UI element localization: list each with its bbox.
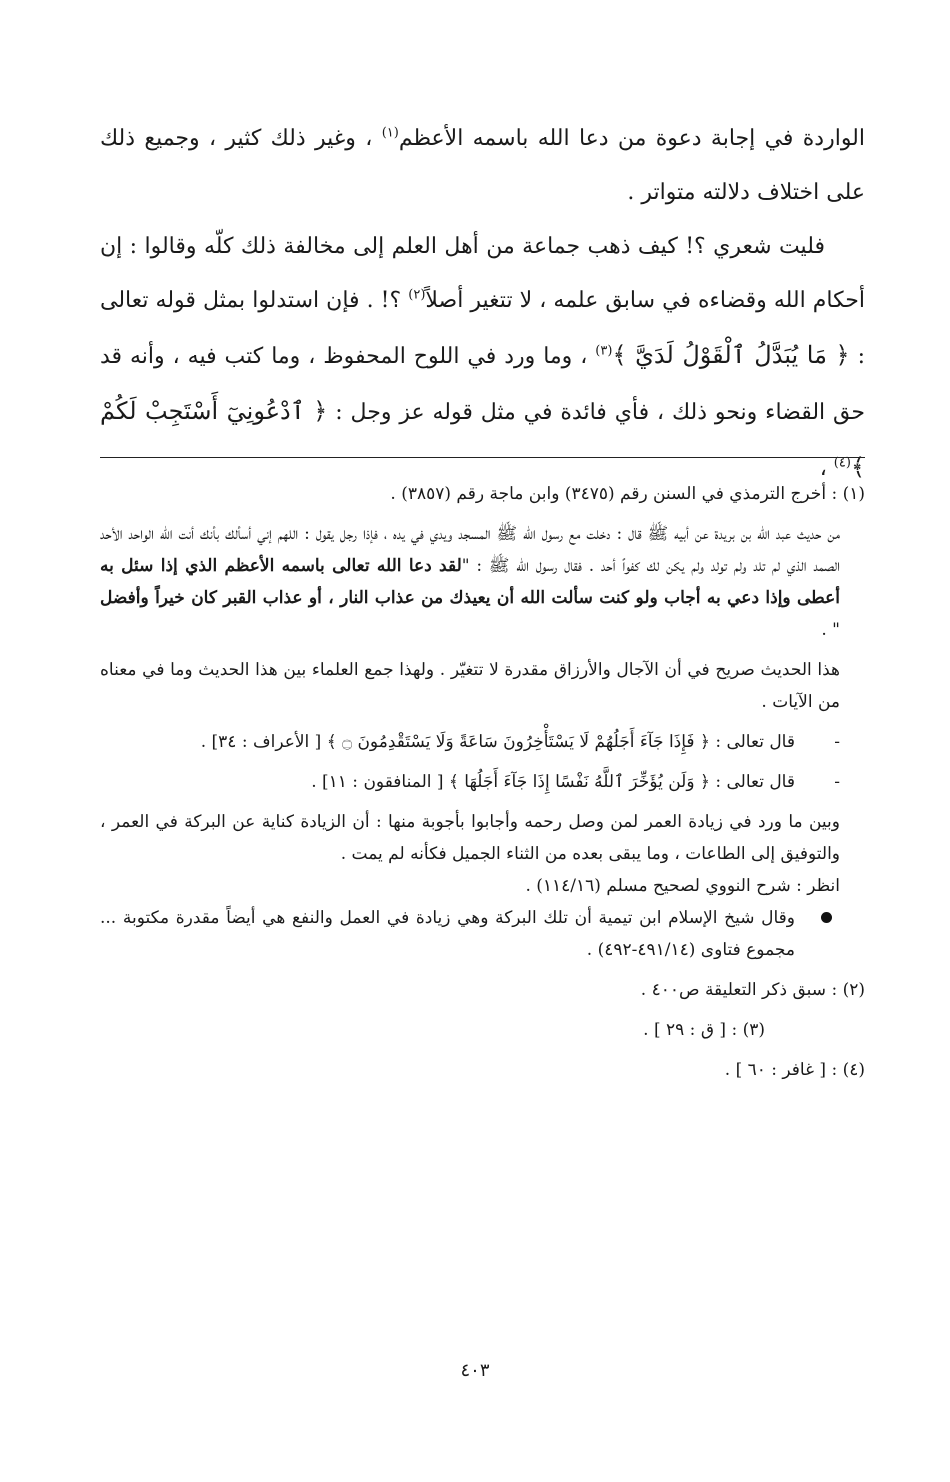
- quran-quote-2: ﴿ ٱدْعُونِيٓ أَسْتَجِبْ لَكُمْ ﴾: [100, 397, 865, 481]
- hadith-bold-text: لقد دعا الله تعالى باسمه الأعظم الذي إذا سئل به أعطى وإذا دعي به أجاب ولو كنت سألت الله أن يعيذك من عذاب النار ، أو عذاب القبر كان خيراً وأفضل: [100, 556, 840, 608]
- footnote-ref-3[interactable]: (٣): [595, 343, 613, 359]
- dash-item-2-text: قال تعالى : ﴿ وَلَن يُؤَخِّرَ ٱللَّهُ نَفْسًا إِذَا جَآءَ أَجَلُهَا ﴾ [ المنافقون : ١١] .: [311, 772, 795, 792]
- p2-text-c: ، وما ورد في اللوح المحفوظ ، وما كتب فيه ، وأنه قد حق القضاء ونحو ذلك ، فأي فائدة في مثل قوله عز وجل :: [100, 344, 865, 425]
- p2-text-b: ؟! . فإن استدلوا بمثل قوله تعالى :: [100, 288, 865, 369]
- footnote-ref-4[interactable]: (٤): [833, 455, 851, 471]
- p1-text: الواردة في إجابة دعوة من دعا الله باسمه الأعظم: [398, 126, 865, 151]
- footnote-1-para-3: وبين ما ورد في زيادة العمر لمن وصل رحمه وأجابوا بأجوبة منها : أن الزيادة كناية عن البركة في العمر ، والتوفيق إلى الطاعات ، وما يبقى بعده من الثناء الجميل فكأنه لم يمت .: [100, 812, 840, 864]
- dash-mark: -: [834, 732, 840, 752]
- dash-item-1-text: قال تعالى : ﴿ فَإِذَا جَآءَ أَجَلُهُمْ لَا يَسْتَأْخِرُونَ سَاعَةً وَلَا يَسْتَقْدِمُونَ ۝ ﴾ [ الأعراف : ٣٤] .: [200, 732, 795, 752]
- quran-quote-1: ﴿ مَا يُبَدَّلُ ٱلْقَوْلُ لَدَيَّ ﴾: [612, 341, 850, 369]
- footnote-4: (٤) : [ غافر : ٦٠ ] .: [724, 1060, 865, 1080]
- dash-mark: -: [834, 772, 840, 792]
- paragraph-1: [100, 112, 865, 220]
- hadith-text: من حديث عبد الله بن بريدة عن أبيه ﷺ قال : دخلت مع رسول الله ﷺ المسجد ويدي في يده ، فإذا رجل يقول : اللهم إني أسألك بأنك أنت الله الواحد الأحد الصمد الذي لم تلد ولم تولد ولم يكن لك كفواً أحد . فقال رسول الله ﷺ : ": [100, 524, 840, 576]
- footnote-1-para-2: هذا الحديث صريح في أن الآجال والأرزاق مقدرة لا تتغيّر . ولهذا جمع العلماء بين هذا الحديث وما في معناه من الآيات .: [100, 660, 840, 712]
- footnote-ref-1[interactable]: (١): [381, 125, 399, 141]
- hadith-end: " .: [821, 620, 840, 640]
- paragraph-2: [100, 220, 865, 496]
- footnote-ref-2[interactable]: (٢): [408, 287, 426, 303]
- footnotes: [100, 478, 865, 1086]
- main-text: [100, 112, 865, 496]
- dash-item-1: [100, 726, 840, 758]
- page-number: ٤٠٣: [460, 1360, 490, 1381]
- footnote-3: (٣) : [ ق : ٢٩ ] .: [643, 1020, 765, 1040]
- p2-text-a: فليت شعري ؟! كيف ذهب جماعة من أهل العلم إلى مخالفة ذلك كلّه وقالوا : إن أحكام الله وقضاءه في سابق علمه ، لا تتغير أصلاً: [100, 234, 865, 313]
- footnote-1-head: (١) : أخرج الترمذي في السنن رقم (٣٤٧٥) وابن ماجة رقم (٣٨٥٧) .: [390, 484, 865, 504]
- footnote-2: (٢) : سبق ذكر التعليقة ص٤٠٠ .: [640, 980, 865, 1000]
- bullet-dot-icon: [821, 912, 832, 923]
- footnote-1-para-4: انظر : شرح النووي لصحيح مسلم (١١٤/١٦) .: [525, 876, 840, 896]
- p2-text-d: ،: [819, 456, 827, 481]
- p1-rest: ، وغير ذلك كثير ، وجميع ذلك على اختلاف دلالته متواتر .: [100, 126, 865, 205]
- bullet-item-text: وقال شيخ الإسلام ابن تيمية أن تلك البركة وهي زيادة في العمل والنفع هي أيضاً مقدرة مكتوبة ... مجموع فتاوى (٤٩١/١٤-٤٩٢) .: [100, 908, 795, 960]
- footnote-1-hadith: [100, 518, 840, 646]
- dash-item-2: [100, 766, 840, 798]
- footnote-separator: [100, 457, 865, 458]
- bullet-item: [100, 902, 840, 966]
